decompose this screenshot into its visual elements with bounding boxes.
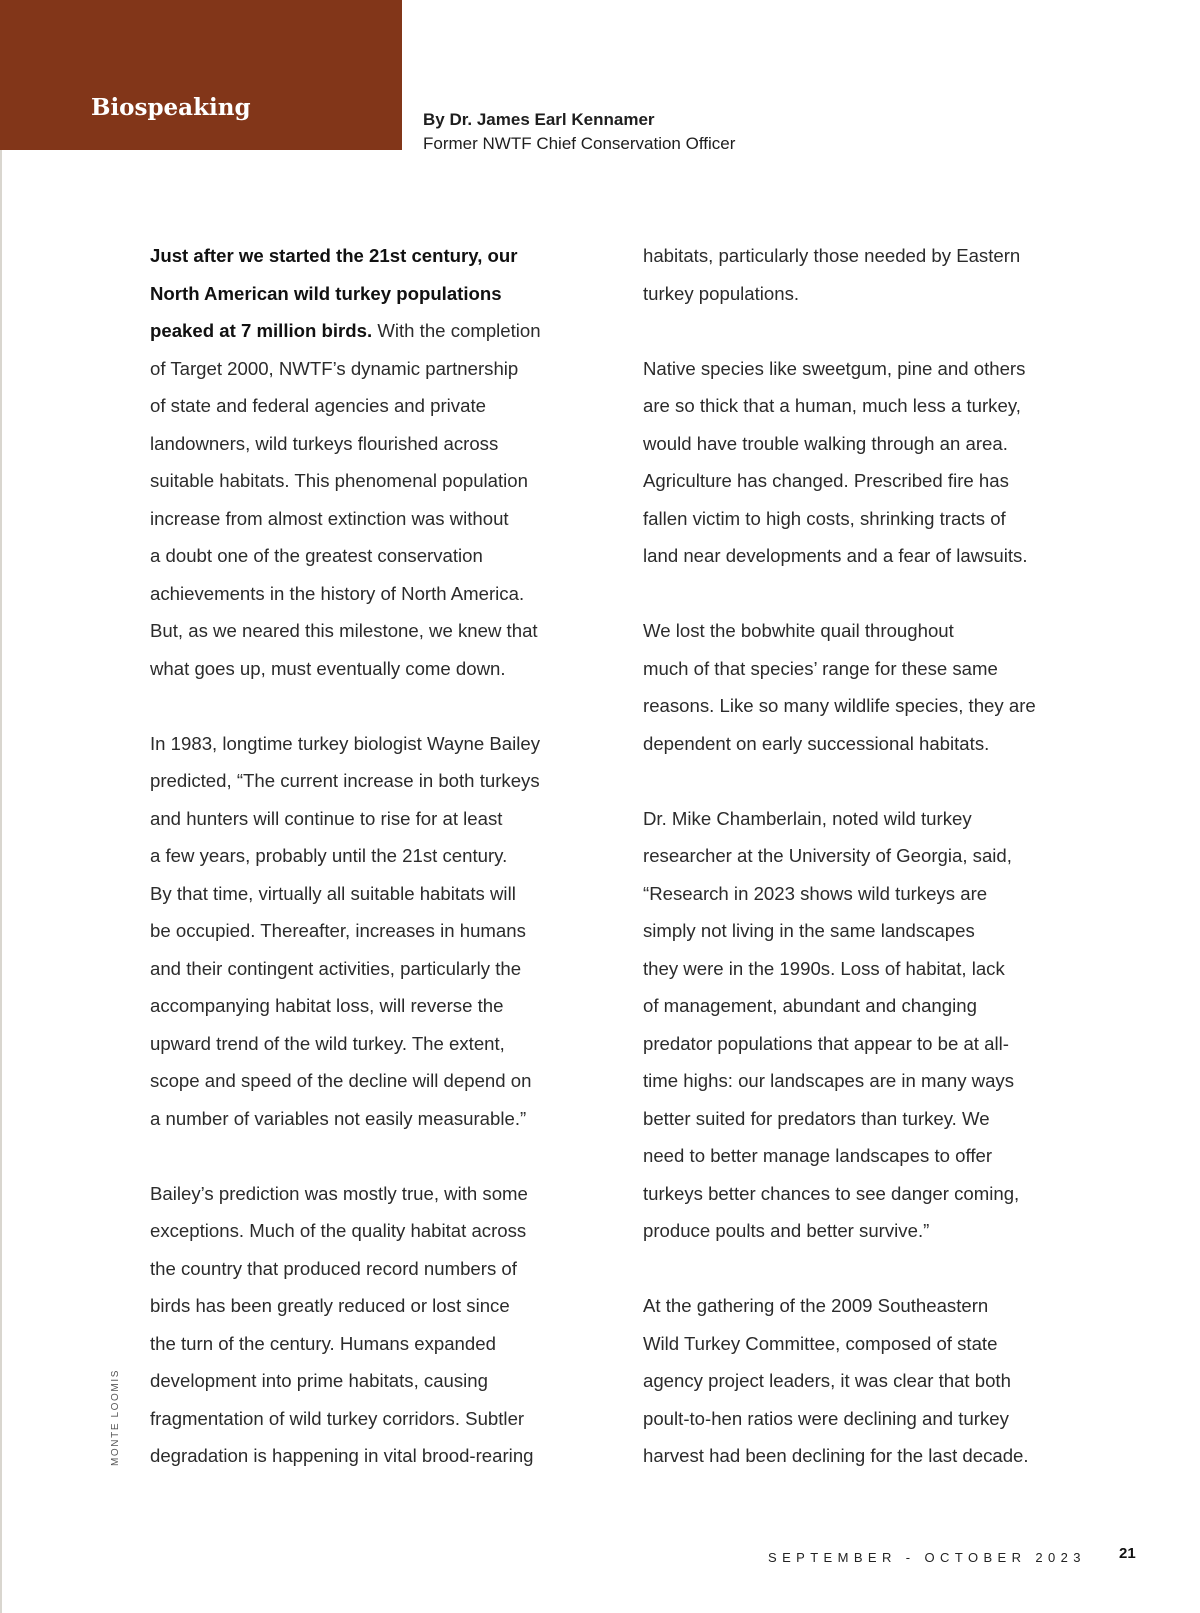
text-line: habitats, particularly those needed by Eastern [643,245,1021,266]
text-line: fragmentation of wild turkey corridors. Subtler [150,1407,525,1429]
text-line: simply not living in the same landscapes [643,920,975,941]
text-line: suitable habitats. This phenomenal population [150,470,528,491]
text-line: Wild Turkey Committee, composed of state [643,1332,998,1354]
text-line: poult-to-hen ratios were declining and turkey [643,1407,1009,1429]
article-column-right [643,237,1103,1512]
text-line: At the gathering of the 2009 Southeastern [643,1295,989,1316]
lead-line: Just after we started the 21st century, our [150,245,518,266]
text-line: “Research in 2023 shows wild turkeys are [643,882,988,904]
author-name: By Dr. James Earl Kennamer [423,110,655,129]
paragraph-bobwhite [643,612,1103,762]
photo-credit: MONTE LOOMIS [110,1369,121,1466]
lead-line: North American wild turkey populations [150,282,502,304]
issue-date: SEPTEMBER - OCTOBER 2023 [768,1550,1086,1565]
text-line: they were in the 1990s. Loss of habitat, lack [643,957,1005,979]
text-line: a few years, probably until the 21st century. [150,845,508,866]
text-line: agency project leaders, it was clear that both [643,1370,1011,1391]
text-line: development into prime habitats, causing [150,1370,488,1391]
paragraph-habitats [643,237,1103,312]
text-line: land near developments and a fear of lawsuits. [643,545,1028,566]
text-line: Agriculture has changed. Prescribed fire has [643,470,1009,491]
text-line: By that time, virtually all suitable habitats will [150,882,516,904]
text-line: predator populations that appear to be at all- [643,1032,1009,1054]
text-line: landowners, wild turkeys flourished across [150,432,499,454]
text-line: reasons. Like so many wildlife species, they are [643,695,1036,716]
page-edge-rule [0,150,2,1613]
text-line: scope and speed of the decline will depend on [150,1070,532,1091]
paragraph-committee [643,1287,1103,1475]
text-line: In 1983, longtime turkey biologist Wayne Bailey [150,732,540,754]
text-line: degradation is happening in vital brood-rearing [150,1445,534,1466]
paragraph-native-species [643,350,1103,575]
text-line: We lost the bobwhite quail throughout [643,620,954,641]
text-line: produce poults and better survive.” [643,1220,930,1241]
paragraph-chamberlain [643,800,1103,1250]
text-line: what goes up, must eventually come down. [150,657,506,679]
text-line: a number of variables not easily measurable.” [150,1107,527,1129]
text-line: and hunters will continue to rise for at least [150,807,503,829]
text-line [150,312,610,350]
text-line: dependent on early successional habitats. [643,732,990,754]
text-line: of state and federal agencies and private [150,395,486,416]
text-line: be occupied. Thereafter, increases in humans [150,920,526,941]
section-banner [0,0,402,150]
text-line: a doubt one of the greatest conservation [150,545,483,566]
text-line: turkeys better chances to see danger coming, [643,1182,1020,1204]
text-line: fallen victim to high costs, shrinking tracts of [643,507,1006,529]
text-line: birds has been greatly reduced or lost since [150,1295,510,1316]
page-number: 21 [1119,1545,1136,1562]
text-line: would have trouble walking through an area. [643,432,1008,454]
byline [423,108,735,156]
text-line: Dr. Mike Chamberlain, noted wild turkey [643,807,972,829]
text-line: accompanying habitat loss, will reverse the [150,995,504,1016]
text-line: of management, abundant and changing [643,995,977,1016]
text-line: better suited for predators than turkey. We [643,1107,990,1129]
paragraph-bailey-prediction [150,1175,610,1475]
lead-tail: With the completion [372,320,541,341]
paragraph-bailey-quote [150,725,610,1138]
text-line: the turn of the century. Humans expanded [150,1332,496,1354]
text-line: exceptions. Much of the quality habitat across [150,1220,527,1241]
text-line: much of that species’ range for these same [643,657,998,679]
text-line: need to better manage landscapes to offer [643,1145,993,1166]
text-line: are so thick that a human, much less a turkey, [643,395,1021,416]
paragraph-intro [150,237,610,687]
text-line: upward trend of the wild turkey. The extent, [150,1032,505,1054]
text-line: the country that produced record numbers of [150,1257,517,1279]
text-line: But, as we neared this milestone, we knew that [150,620,538,641]
text-line: of Target 2000, NWTF’s dynamic partnership [150,357,519,379]
author-title: Former NWTF Chief Conservation Officer [423,134,736,153]
text-line: turkey populations. [643,282,800,304]
text-line: predicted, “The current increase in both turkeys [150,770,540,791]
article-column-left [150,237,610,1512]
text-line: harvest had been declining for the last decade. [643,1445,1029,1466]
text-line: achievements in the history of North America. [150,582,525,604]
text-line: time highs: our landscapes are in many ways [643,1070,1015,1091]
text-line: Bailey’s prediction was mostly true, with some [150,1182,528,1204]
text-line: and their contingent activities, particularly the [150,957,522,979]
text-line: researcher at the University of Georgia, said, [643,845,1012,866]
text-line: increase from almost extinction was without [150,507,509,529]
section-title: Biospeaking [91,94,251,121]
lead-line: peaked at 7 million birds. [150,320,373,341]
text-line: Native species like sweetgum, pine and others [643,357,1026,379]
